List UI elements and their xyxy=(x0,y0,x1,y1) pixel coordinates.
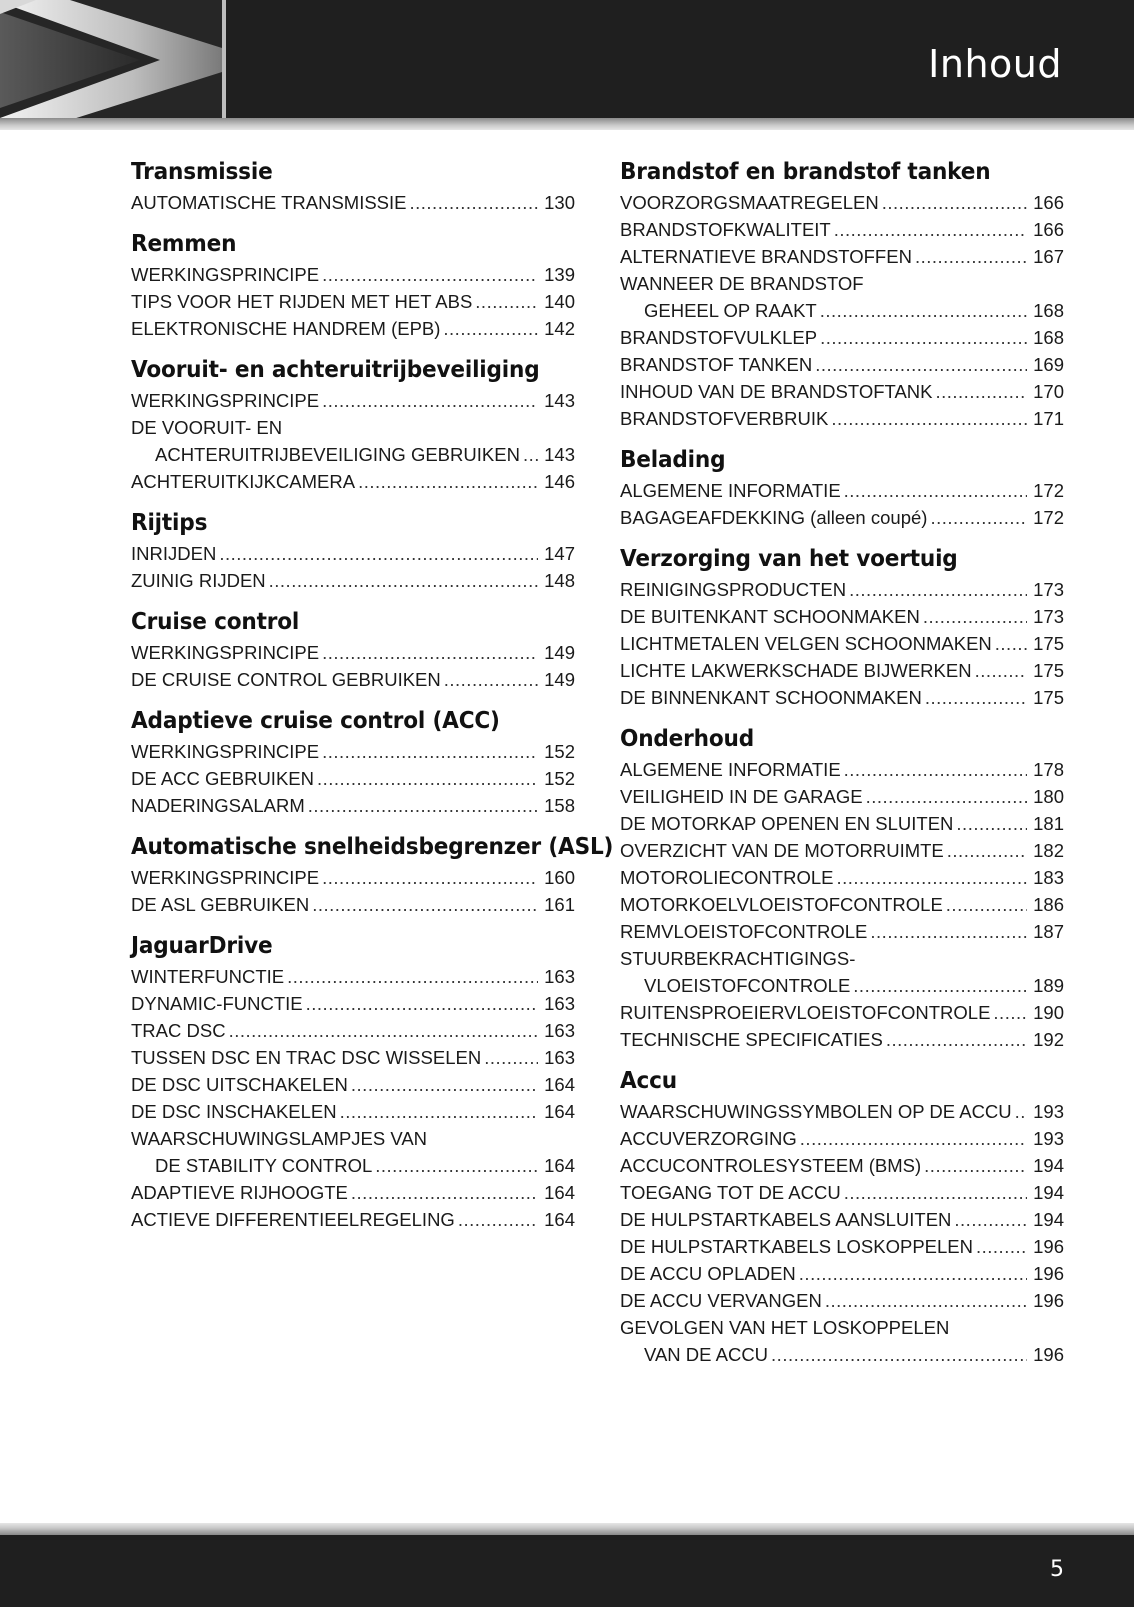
dot-leader xyxy=(886,1026,1027,1053)
toc-section-brandstof-en-brandstof-tanken xyxy=(620,155,1064,432)
toc-entry-label: TOEGANG TOT DE ACCU xyxy=(620,1182,841,1203)
dot-leader xyxy=(317,765,538,792)
toc-entry-label: INRIJDEN xyxy=(131,543,217,564)
toc-entry-label: GEHEEL OP RAAKT xyxy=(644,300,817,321)
toc-entry[interactable] xyxy=(620,324,1064,351)
toc-entry-page: 196 xyxy=(1033,1344,1064,1365)
toc-entry-label: TECHNISCHE SPECIFICATIES xyxy=(620,1029,883,1050)
toc-entry-label: VOORZORGSMAATREGELEN xyxy=(620,192,879,213)
toc-entry-page: 194 xyxy=(1033,1182,1064,1203)
dot-leader xyxy=(484,1044,538,1071)
toc-entry-page: 182 xyxy=(1033,840,1064,861)
header-rule xyxy=(0,118,1134,130)
toc-entry[interactable] xyxy=(131,315,575,342)
dot-leader xyxy=(219,540,538,567)
dot-leader xyxy=(935,378,1027,405)
toc-entry[interactable] xyxy=(131,1152,575,1179)
toc-entry-page: 196 xyxy=(1033,1290,1064,1311)
dot-leader xyxy=(1015,1098,1027,1125)
toc-entry-label: GEVOLGEN VAN HET LOSKOPPELEN xyxy=(620,1317,950,1338)
toc-section-adaptieve-cruise-control-acc xyxy=(131,704,575,819)
toc-entry-label: ACCUVERZORGING xyxy=(620,1128,797,1149)
toc-entry-label: DE STABILITY CONTROL xyxy=(155,1155,373,1176)
toc-entry[interactable] xyxy=(131,1179,575,1206)
toc-entry[interactable] xyxy=(131,540,575,567)
toc-entry[interactable] xyxy=(620,630,1064,657)
toc-entry[interactable] xyxy=(620,1341,1064,1368)
toc-entry[interactable] xyxy=(131,864,575,891)
toc-entry-label: TUSSEN DSC EN TRAC DSC WISSELEN xyxy=(131,1047,482,1068)
toc-entry[interactable] xyxy=(620,1098,1064,1125)
dot-leader xyxy=(866,783,1027,810)
toc-entry-label: VLOEISTOFCONTROLE xyxy=(644,975,851,996)
toc-entry[interactable] xyxy=(131,1071,575,1098)
toc-entry[interactable] xyxy=(620,1125,1064,1152)
toc-entry-label: REINIGINGSPRODUCTEN xyxy=(620,579,847,600)
toc-entry-page: 164 xyxy=(544,1074,575,1095)
toc-entry[interactable] xyxy=(131,567,575,594)
footer-rule xyxy=(0,1523,1134,1535)
toc-entry-label: RUITENSPROEIERVLOEISTOFCONTROLE xyxy=(620,1002,991,1023)
toc-entry-label: WERKINGSPRINCIPE xyxy=(131,867,320,888)
toc-section-remmen xyxy=(131,227,575,342)
toc-entry-page: 189 xyxy=(1033,975,1064,996)
toc-entry[interactable] xyxy=(620,1206,1064,1233)
toc-entry-page: 163 xyxy=(544,1020,575,1041)
dot-leader xyxy=(322,387,538,414)
toc-entry[interactable] xyxy=(620,918,1064,945)
dot-leader xyxy=(308,792,538,819)
toc-entry-page: 164 xyxy=(544,1101,575,1122)
toc-section-transmissie xyxy=(131,155,575,216)
dot-leader xyxy=(771,1341,1027,1368)
toc-entry-label: WERKINGSPRINCIPE xyxy=(131,642,320,663)
toc-entry-label: DE VOORUIT- EN xyxy=(131,417,283,438)
toc-entry-page: 152 xyxy=(544,741,575,762)
toc-entry-page: 139 xyxy=(544,264,575,285)
toc-entry-label: TIPS VOOR HET RIJDEN MET HET ABS xyxy=(131,291,473,312)
section-title: Remmen xyxy=(131,231,237,257)
toc-entry-label: BRANDSTOFVULKLEP xyxy=(620,327,818,348)
toc-entry-page: 194 xyxy=(1033,1155,1064,1176)
dot-leader xyxy=(444,666,538,693)
toc-left-column xyxy=(131,155,614,1244)
toc-entry-page: 173 xyxy=(1033,606,1064,627)
toc-entry-page: 142 xyxy=(544,318,575,339)
toc-entry-label: DE DSC UITSCHAKELEN xyxy=(131,1074,348,1095)
toc-entry[interactable] xyxy=(131,990,575,1017)
dot-leader xyxy=(351,1179,538,1206)
dot-leader xyxy=(923,603,1027,630)
dot-leader xyxy=(322,864,538,891)
toc-entry-page: 130 xyxy=(544,192,575,213)
toc-entry-label: WERKINGSPRINCIPE xyxy=(131,264,320,285)
toc-entry-label: ACHTERUITKIJKCAMERA xyxy=(131,471,356,492)
toc-entry-label: DYNAMIC-FUNCTIE xyxy=(131,993,303,1014)
toc-entry-label: DE BUITENKANT SCHOONMAKEN xyxy=(620,606,920,627)
toc-entry[interactable] xyxy=(620,891,1064,918)
toc-entry-label: DE BINNENKANT SCHOONMAKEN xyxy=(620,687,922,708)
dot-leader xyxy=(799,1260,1027,1287)
dot-leader xyxy=(915,243,1027,270)
toc-entry-label: DE DSC INSCHAKELEN xyxy=(131,1101,337,1122)
page-header xyxy=(0,0,1134,120)
section-title: Vooruit- en achteruitrijbeveiliging xyxy=(131,357,540,383)
dot-leader xyxy=(287,963,538,990)
toc-section-accu xyxy=(620,1064,1064,1368)
toc-entry[interactable] xyxy=(131,639,575,666)
toc-entry-label: WERKINGSPRINCIPE xyxy=(131,390,320,411)
toc-entry[interactable] xyxy=(620,270,1064,297)
toc-entry-label: ACCUCONTROLESYSTEEM (BMS) xyxy=(620,1155,922,1176)
toc-entry-page: 173 xyxy=(1033,579,1064,600)
dot-leader xyxy=(844,756,1027,783)
toc-entry-page: 194 xyxy=(1033,1209,1064,1230)
toc-entry-page: 166 xyxy=(1033,192,1064,213)
toc-entry-page: 160 xyxy=(544,867,575,888)
dot-leader xyxy=(820,297,1027,324)
toc-entry-page: 187 xyxy=(1033,921,1064,942)
toc-entry[interactable] xyxy=(131,1017,575,1044)
toc-entry-page: 143 xyxy=(544,444,575,465)
toc-entry-label: BAGAGEAFDEKKING (alleen coupé) xyxy=(620,507,928,528)
dot-leader xyxy=(831,405,1027,432)
toc-entry[interactable] xyxy=(620,297,1064,324)
toc-entry-label: REMVLOEISTOFCONTROLE xyxy=(620,921,868,942)
dot-leader xyxy=(322,639,538,666)
toc-entry-page: 164 xyxy=(544,1155,575,1176)
toc-entry-page: 149 xyxy=(544,642,575,663)
toc-section-belading xyxy=(620,443,1064,531)
toc-entry-label: BRANDSTOFKWALITEIT xyxy=(620,219,831,240)
chevron-graphic-icon xyxy=(0,0,240,120)
toc-entry[interactable] xyxy=(131,792,575,819)
toc-entry[interactable] xyxy=(131,963,575,990)
dot-leader xyxy=(925,684,1027,711)
toc-entry-page: 166 xyxy=(1033,219,1064,240)
toc-entry-label: WANNEER DE BRANDSTOF xyxy=(620,273,864,294)
toc-entry[interactable] xyxy=(620,1152,1064,1179)
toc-entry-label: ALTERNATIEVE BRANDSTOFFEN xyxy=(620,246,912,267)
toc-entry-page: 143 xyxy=(544,390,575,411)
section-title: Adaptieve cruise control (ACC) xyxy=(131,708,500,734)
dot-leader xyxy=(475,288,538,315)
toc-entry-label: DE ACCU VERVANGEN xyxy=(620,1290,822,1311)
toc-entry-page: 167 xyxy=(1033,246,1064,267)
toc-entry-page: 164 xyxy=(544,1182,575,1203)
toc-entry-page: 163 xyxy=(544,1047,575,1068)
toc-entry-label: DE MOTORKAP OPENEN EN SLUITEN xyxy=(620,813,954,834)
toc-entry[interactable] xyxy=(620,684,1064,711)
toc-entry-label: ALGEMENE INFORMATIE xyxy=(620,759,841,780)
dot-leader xyxy=(458,1206,538,1233)
toc-right-column xyxy=(620,155,1064,1379)
dot-leader xyxy=(954,1206,1027,1233)
toc-entry-label: ACHTERUITRIJBEVEILIGING GEBRUIKEN xyxy=(155,444,520,465)
toc-entry-page: 149 xyxy=(544,669,575,690)
dot-leader xyxy=(825,1287,1027,1314)
toc-entry-page: 193 xyxy=(1033,1101,1064,1122)
section-title: Verzorging van het voertuig xyxy=(620,546,958,572)
toc-entry-page: 193 xyxy=(1033,1128,1064,1149)
toc-entry-label: STUURBEKRACHTIGINGS- xyxy=(620,948,856,969)
section-title: Cruise control xyxy=(131,609,300,635)
toc-section-automatische-snelheidsbegrenzer-asl xyxy=(131,830,614,918)
dot-leader xyxy=(870,918,1027,945)
toc-entry[interactable] xyxy=(131,1206,575,1233)
toc-entry[interactable] xyxy=(620,243,1064,270)
toc-entry[interactable] xyxy=(620,1287,1064,1314)
dot-leader xyxy=(800,1125,1027,1152)
toc-entry-page: 163 xyxy=(544,966,575,987)
toc-entry[interactable] xyxy=(620,351,1064,378)
toc-entry[interactable] xyxy=(620,999,1064,1026)
toc-entry[interactable] xyxy=(620,1233,1064,1260)
toc-entry-page: 183 xyxy=(1033,867,1064,888)
toc-entry-page: 161 xyxy=(544,894,575,915)
toc-entry-page: 181 xyxy=(1033,813,1064,834)
section-title: Accu xyxy=(620,1068,678,1094)
toc-entry-label: BRANDSTOFVERBRUIK xyxy=(620,408,829,429)
toc-entry-label: ELEKTRONISCHE HANDREM (EPB) xyxy=(131,318,441,339)
toc-entry[interactable] xyxy=(131,666,575,693)
toc-section-onderhoud xyxy=(620,722,1064,1053)
toc-entry[interactable] xyxy=(620,657,1064,684)
toc-entry-page: 148 xyxy=(544,570,575,591)
toc-entry[interactable] xyxy=(620,405,1064,432)
dot-leader xyxy=(844,1179,1027,1206)
toc-entry[interactable] xyxy=(620,378,1064,405)
toc-entry-label: INHOUD VAN DE BRANDSTOFTANK xyxy=(620,381,933,402)
toc-entry[interactable] xyxy=(620,477,1064,504)
section-title: JaguarDrive xyxy=(131,933,273,959)
dot-leader xyxy=(375,1152,538,1179)
toc-entry[interactable] xyxy=(620,1314,1064,1341)
toc-entry-label: WAARSCHUWINGSSYMBOLEN OP DE ACCU xyxy=(620,1101,1012,1122)
dot-leader xyxy=(229,1017,538,1044)
dot-leader xyxy=(924,1152,1027,1179)
section-title: Onderhoud xyxy=(620,726,754,752)
toc-entry[interactable] xyxy=(620,1179,1064,1206)
toc-entry[interactable] xyxy=(131,414,575,441)
toc-entry-label: LICHTE LAKWERKSCHADE BIJWERKEN xyxy=(620,660,972,681)
toc-entry-page: 192 xyxy=(1033,1029,1064,1050)
toc-entry[interactable] xyxy=(620,504,1064,531)
toc-entry-label: MOTOROLIECONTROLE xyxy=(620,867,834,888)
dot-leader xyxy=(358,468,538,495)
toc-entry-label: ADAPTIEVE RIJHOOGTE xyxy=(131,1182,348,1203)
toc-entry[interactable] xyxy=(131,288,575,315)
dot-leader xyxy=(993,999,1027,1026)
section-title: Rijtips xyxy=(131,510,208,536)
toc-entry-page: 190 xyxy=(1033,1002,1064,1023)
toc-entry[interactable] xyxy=(620,945,1064,972)
toc-entry[interactable] xyxy=(131,261,575,288)
toc-entry-label: MOTORKOELVLOEISTOFCONTROLE xyxy=(620,894,943,915)
toc-entry[interactable] xyxy=(131,1098,575,1125)
toc-entry-label: DE CRUISE CONTROL GEBRUIKEN xyxy=(131,669,441,690)
dot-leader xyxy=(340,1098,538,1125)
toc-entry-page: 168 xyxy=(1033,327,1064,348)
toc-entry[interactable] xyxy=(131,387,575,414)
toc-entry-label: VEILIGHEID IN DE GARAGE xyxy=(620,786,863,807)
toc-entry-label: DE ACCU OPLADEN xyxy=(620,1263,796,1284)
toc-section-jaguardrive xyxy=(131,929,575,1233)
section-title: Belading xyxy=(620,447,726,473)
toc-entry-label: VAN DE ACCU xyxy=(644,1344,769,1365)
dot-leader xyxy=(351,1071,538,1098)
toc-entry-label: ALGEMENE INFORMATIE xyxy=(620,480,841,501)
toc-entry-label: DE ACC GEBRUIKEN xyxy=(131,768,314,789)
toc-entry[interactable] xyxy=(620,603,1064,630)
toc-entry-page: 175 xyxy=(1033,687,1064,708)
toc-entry-page: 175 xyxy=(1033,660,1064,681)
toc-entry-page: 163 xyxy=(544,993,575,1014)
dot-leader xyxy=(976,1233,1027,1260)
toc-entry[interactable] xyxy=(131,738,575,765)
toc-entry-label: WAARSCHUWINGSLAMPJES VAN xyxy=(131,1128,428,1149)
toc-entry-label: WERKINGSPRINCIPE xyxy=(131,741,320,762)
dot-leader xyxy=(820,324,1027,351)
dot-leader xyxy=(312,891,538,918)
toc-entry[interactable] xyxy=(620,189,1064,216)
page-number: 5 xyxy=(1050,1557,1064,1582)
dot-leader xyxy=(836,864,1027,891)
toc-entry[interactable] xyxy=(620,216,1064,243)
toc-entry-page: 171 xyxy=(1033,408,1064,429)
toc-entry-page: 164 xyxy=(544,1209,575,1230)
toc-entry[interactable] xyxy=(131,1125,575,1152)
toc-entry-label: WINTERFUNCTIE xyxy=(131,966,285,987)
toc-entry[interactable] xyxy=(620,756,1064,783)
toc-section-rijtips xyxy=(131,506,575,594)
toc-entry-page: 178 xyxy=(1033,759,1064,780)
toc-entry-page: 169 xyxy=(1033,354,1064,375)
toc-entry-label: BRANDSTOF TANKEN xyxy=(620,354,813,375)
toc-entry-label: ZUINIG RIJDEN xyxy=(131,570,266,591)
toc-entry-label: NADERINGSALARM xyxy=(131,795,305,816)
section-title: Automatische snelheidsbegrenzer (ASL) xyxy=(131,834,614,860)
toc-entry[interactable] xyxy=(131,1044,575,1071)
toc-entry-page: 147 xyxy=(544,543,575,564)
toc-entry[interactable] xyxy=(620,1260,1064,1287)
dot-leader xyxy=(443,315,538,342)
dot-leader xyxy=(947,837,1027,864)
toc-entry-page: 186 xyxy=(1033,894,1064,915)
toc-entry-page: 196 xyxy=(1033,1236,1064,1257)
dot-leader xyxy=(322,261,538,288)
toc-entry-page: 172 xyxy=(1033,480,1064,501)
toc-entry-page: 172 xyxy=(1033,507,1064,528)
dot-leader xyxy=(930,504,1027,531)
toc-entry[interactable] xyxy=(620,576,1064,603)
toc-entry-page: 152 xyxy=(544,768,575,789)
toc-entry[interactable] xyxy=(131,765,575,792)
toc-entry-page: 168 xyxy=(1033,300,1064,321)
dot-leader xyxy=(844,477,1027,504)
toc-entry-label: LICHTMETALEN VELGEN SCHOONMAKEN xyxy=(620,633,992,654)
dot-leader xyxy=(269,567,538,594)
toc-entry-label: DE ASL GEBRUIKEN xyxy=(131,894,310,915)
dot-leader xyxy=(410,189,539,216)
toc-entry-label: AUTOMATISCHE TRANSMISSIE xyxy=(131,192,407,213)
toc-section-cruise-control xyxy=(131,605,575,693)
toc-entry[interactable] xyxy=(131,441,575,468)
page-title: Inhoud xyxy=(928,42,1062,86)
toc-entry-page: 175 xyxy=(1033,633,1064,654)
dot-leader xyxy=(523,441,538,468)
dot-leader xyxy=(995,630,1027,657)
toc-entry-page: 158 xyxy=(544,795,575,816)
toc-entry-page: 170 xyxy=(1033,381,1064,402)
dot-leader xyxy=(849,576,1027,603)
section-title: Transmissie xyxy=(131,159,273,185)
toc-entry[interactable] xyxy=(620,810,1064,837)
dot-leader xyxy=(975,657,1027,684)
toc-entry[interactable] xyxy=(620,864,1064,891)
toc-entry[interactable] xyxy=(620,783,1064,810)
toc-entry[interactable] xyxy=(620,1026,1064,1053)
dot-leader xyxy=(882,189,1027,216)
dot-leader xyxy=(322,738,538,765)
toc-entry[interactable] xyxy=(131,189,575,216)
toc-entry[interactable] xyxy=(620,972,1064,999)
dot-leader xyxy=(834,216,1027,243)
toc-entry-page: 180 xyxy=(1033,786,1064,807)
toc-section-verzorging-van-het-voertuig xyxy=(620,542,1064,711)
dot-leader xyxy=(306,990,538,1017)
toc-entry[interactable] xyxy=(131,468,575,495)
toc-entry-page: 146 xyxy=(544,471,575,492)
dot-leader xyxy=(946,891,1027,918)
dot-leader xyxy=(815,351,1027,378)
toc-entry-label: DE HULPSTARTKABELS AANSLUITEN xyxy=(620,1209,952,1230)
dot-leader xyxy=(956,810,1027,837)
page-footer xyxy=(0,1535,1134,1607)
toc-entry-page: 196 xyxy=(1033,1263,1064,1284)
toc-entry[interactable] xyxy=(620,837,1064,864)
toc-entry-label: DE HULPSTARTKABELS LOSKOPPELEN xyxy=(620,1236,973,1257)
toc-entry-page: 140 xyxy=(544,291,575,312)
toc-entry-label: ACTIEVE DIFFERENTIEELREGELING xyxy=(131,1209,455,1230)
toc-section-vooruit-en-achteruitrijbeveiliging xyxy=(131,353,575,495)
dot-leader xyxy=(853,972,1027,999)
section-title: Brandstof en brandstof tanken xyxy=(620,159,991,185)
toc-entry[interactable] xyxy=(131,891,575,918)
toc-entry-label: TRAC DSC xyxy=(131,1020,226,1041)
toc-entry-label: OVERZICHT VAN DE MOTORRUIMTE xyxy=(620,840,944,861)
